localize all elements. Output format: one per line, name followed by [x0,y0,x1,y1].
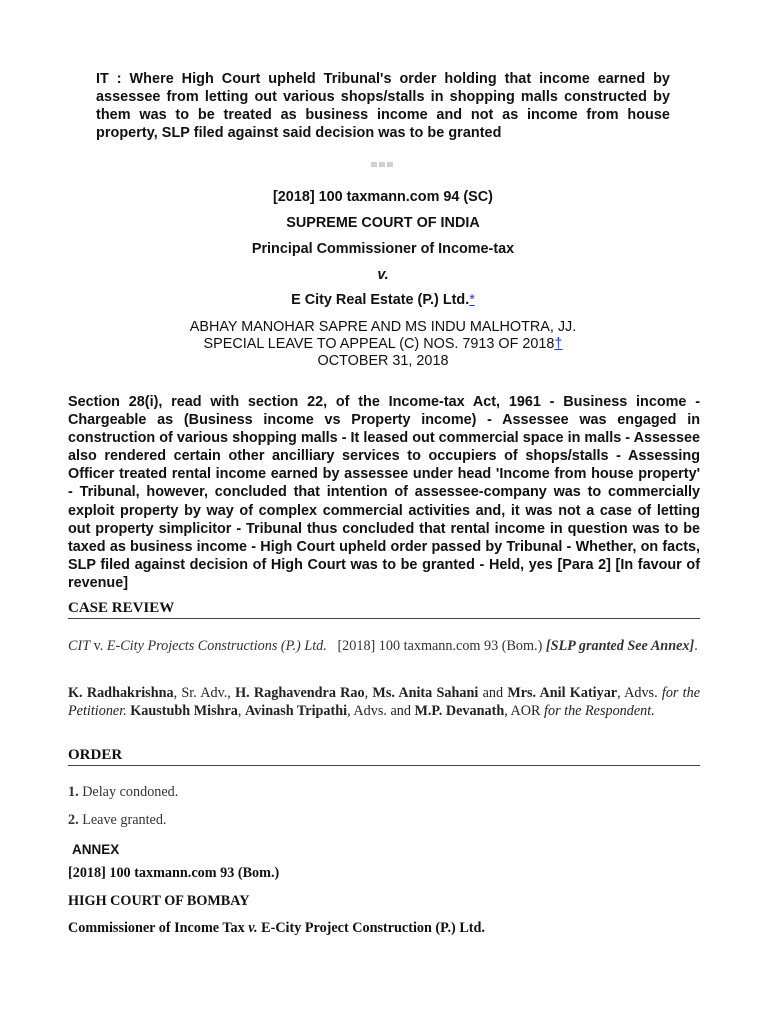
counsel-text: , [237,703,245,719]
case-review-reference [68,637,700,655]
counsel-role: for the Petitioner. [68,685,701,719]
appeal-number [96,336,670,352]
counsel-text: , Advs. [617,685,662,701]
separator-dots [371,162,393,167]
judges: ABHAY MANOHAR SAPRE AND MS INDU MALHOTRA, JJ. [189,319,577,335]
separator-dot [371,162,377,167]
respondent-name: E City Real Estate (P.) Ltd. [291,292,470,308]
order-item-text: Leave granted. [78,812,167,828]
case-review-note: [SLP granted See Annex] [545,638,695,654]
counsel-name: Mrs. Anil Katiyar [507,685,618,701]
petitioner: Principal Commissioner of Income-tax [251,241,515,257]
counsel-text: , Sr. Adv., [173,685,236,701]
counsel-text: and [478,685,508,701]
judgment-date: OCTOBER 31, 2018 [317,353,449,369]
counsel-text: , [364,685,373,701]
case-summary: Section 28(i), read with section 22, of the Income-tax Act, 1961 - Business income - Chargeable as (Business income vs Property income) - Assessee was engaged in construction of various shopping malls - It leased out commercial space in malls - Assessee also rendered certain other ancilliary services to occupiers of shops/stalls - Assessing Officer treated rental income earned by assessee under head 'Income from house property' - Tribunal, however, concluded that intention of assessee-company was to commercially exploit property by way of complex commercial activities and, it was not a case of letting out property simplicitor - Tribunal thus concluded that rental income in question was to be taxed as business income - High Court upheld order passed by Tribunal - Whether, on facts, SLP filed against decision of High Court was to be granted - Held, yes [Para 2] [In favour of revenue] [68,394,700,591]
annex-court: HIGH COURT OF BOMBAY [68,893,250,909]
counsel-name: Ms. Anita Sahani [372,685,479,701]
counsel-appearances [68,684,700,720]
annex-v: v. [248,920,258,936]
separator-dot [379,162,385,167]
case-review-name: E-City Projects Constructions (P.) Ltd. [106,638,327,654]
citation: [2018] 100 taxmann.com 94 (SC) [273,189,493,205]
case-review-cite: [2018] 100 taxmann.com 93 (Bom.) [337,638,543,654]
case-review-v: v. [93,638,104,654]
counsel-name: Avinash Tripathi [244,703,348,719]
order-item [68,812,166,829]
order-heading: ORDER [68,747,700,766]
counsel-name: K. Radhakrishna [68,685,174,701]
versus: v. [377,267,389,283]
appeal-text: SPECIAL LEAVE TO APPEAL (C) NOS. 7913 OF 2018 [203,336,555,352]
order-item-number: 1. [68,784,79,800]
case-review-end: . [694,638,698,654]
annex-parties [68,920,485,937]
annex-citation: [2018] 100 taxmann.com 93 (Bom.) [68,865,280,881]
counsel-role: for the Respondent. [544,703,655,719]
separator-dot [387,162,393,167]
annex-label: ANNEX [72,842,120,857]
appeal-footnote-link[interactable]: † [554,336,563,352]
annex-party2: E-City Project Construction (P.) Ltd. [261,920,485,936]
counsel-text: , Advs. and [347,703,415,719]
respondent-footnote-link[interactable]: * [469,292,475,308]
order-item-number: 2. [68,812,79,828]
court-name: SUPREME COURT OF INDIA [286,215,480,231]
counsel-text: , AOR [504,703,545,719]
headnote: IT : Where High Court upheld Tribunal's order holding that income earned by assessee from letting out various shops/stalls in shopping malls constructed by them was to be treated as business income and not as income from house property, SLP filed against said decision was to be granted [96,71,670,141]
respondent [96,292,670,308]
order-item [68,784,178,801]
case-review-cit: CIT [68,638,91,654]
counsel-name: M.P. Devanath [414,703,505,719]
annex-party1: Commissioner of Income Tax [68,920,245,936]
counsel-name: H. Raghavendra Rao [235,685,365,701]
order-item-text: Delay condoned. [78,784,179,800]
counsel-name: Kaustubh Mishra [130,703,238,719]
case-review-heading: CASE REVIEW [68,600,700,619]
